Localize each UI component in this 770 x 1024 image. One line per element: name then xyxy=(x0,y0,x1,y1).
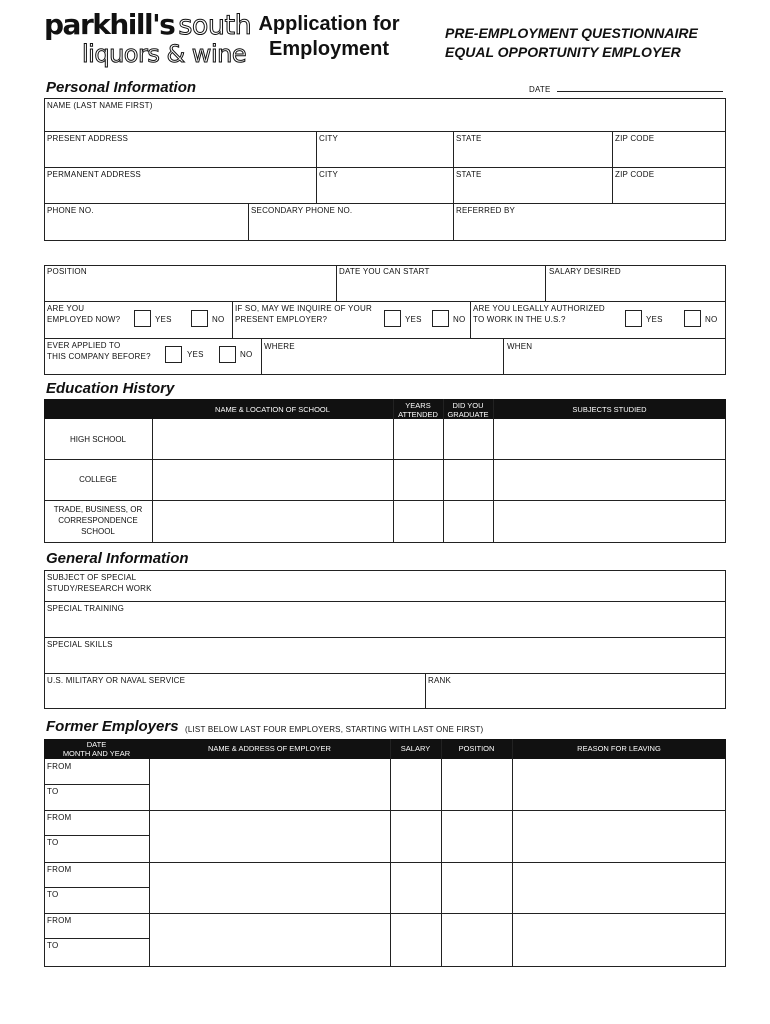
salary-desired-field[interactable]: SALARY DESIRED xyxy=(549,267,621,276)
present-city-field[interactable]: CITY xyxy=(319,134,339,143)
edu-trade-label: TRADE, BUSINESS, OR CORRESPONDENCE SCHOOL xyxy=(53,505,143,536)
authorized-yes-checkbox[interactable] xyxy=(625,310,642,327)
applied-before-label: EVER APPLIED TO THIS COMPANY BEFORE? xyxy=(47,341,151,361)
military-service-field[interactable]: U.S. MILITARY OR NAVAL SERVICE xyxy=(47,676,186,685)
referred-by-field[interactable]: REFERRED BY xyxy=(456,206,516,215)
inquire-yes-checkbox[interactable] xyxy=(384,310,401,327)
logo-word-parkhills: parkhill's xyxy=(44,8,175,41)
former-employers-note: (LIST BELOW LAST FOUR EMPLOYERS, STARTING WITH LAST ONE FIRST) xyxy=(185,725,484,734)
position-field[interactable]: POSITION xyxy=(47,267,87,276)
applied-no-checkbox[interactable] xyxy=(219,346,236,363)
employer-4-to-field[interactable]: TO xyxy=(47,941,59,950)
employer-1-from-field[interactable]: FROM xyxy=(47,762,72,771)
logo-subline: liquors & wine xyxy=(82,40,247,68)
present-address-field[interactable]: PRESENT ADDRESS xyxy=(47,134,129,143)
permanent-zip-field[interactable]: ZIP CODE xyxy=(615,170,655,179)
applied-yes-checkbox[interactable] xyxy=(165,346,182,363)
special-skills-field[interactable]: SPECIAL SKILLS xyxy=(47,640,113,649)
inquire-no-checkbox[interactable] xyxy=(432,310,449,327)
special-training-field[interactable]: SPECIAL TRAINING xyxy=(47,604,124,613)
employed-no-checkbox[interactable] xyxy=(191,310,208,327)
edu-college-label: COLLEGE xyxy=(79,475,117,484)
permanent-state-field[interactable]: STATE xyxy=(456,170,482,179)
page-title: Application for Employment xyxy=(258,13,400,60)
edu-college-name-input[interactable] xyxy=(153,460,392,499)
special-study-field[interactable]: SUBJECT OF SPECIAL STUDY/RESEARCH WORK xyxy=(47,573,152,593)
name-field[interactable]: NAME (LAST NAME FIRST) xyxy=(47,101,153,110)
phone-field[interactable]: PHONE NO. xyxy=(47,206,94,215)
edu-trade-name-input[interactable] xyxy=(153,501,392,542)
date-field[interactable] xyxy=(557,91,723,92)
inquire-employer-label: IF SO, MAY WE INQUIRE OF YOUR PRESENT EMPLOYER? xyxy=(235,304,372,324)
present-zip-field[interactable]: ZIP CODE xyxy=(615,134,655,143)
applied-when-field[interactable]: WHEN xyxy=(507,342,533,351)
employer-1-to-field[interactable]: TO xyxy=(47,787,59,796)
employer-4-from-field[interactable]: FROM xyxy=(47,916,72,925)
employed-yes-checkbox[interactable] xyxy=(134,310,151,327)
edu-high-school-label: HIGH SCHOOL xyxy=(69,435,126,444)
employer-2-from-field[interactable]: FROM xyxy=(47,813,72,822)
edu-high-school-name-input[interactable] xyxy=(153,420,392,458)
present-state-field[interactable]: STATE xyxy=(456,134,482,143)
employer-2-to-field[interactable]: TO xyxy=(47,838,59,847)
authorized-label: ARE YOU LEGALLY AUTHORIZED TO WORK IN THE U.S.? xyxy=(473,304,605,324)
rank-field[interactable]: RANK xyxy=(428,676,452,685)
secondary-phone-field[interactable]: SECONDARY PHONE NO. xyxy=(251,206,353,215)
logo-word-south: south xyxy=(178,10,252,41)
employer-3-from-field[interactable]: FROM xyxy=(47,865,72,874)
page-tagline: PRE-EMPLOYMENT QUESTIONNAIRE EQUAL OPPORTUNITY EMPLOYER xyxy=(445,25,698,60)
company-logo xyxy=(44,6,252,76)
former-employers-heading: Former Employers xyxy=(46,718,179,735)
date-start-field[interactable]: DATE YOU CAN START xyxy=(339,267,430,276)
applied-where-field[interactable]: WHERE xyxy=(264,342,295,351)
employers-table xyxy=(44,759,726,967)
permanent-address-field[interactable]: PERMANENT ADDRESS xyxy=(47,170,141,179)
authorized-no-checkbox[interactable] xyxy=(684,310,701,327)
personal-info-heading: Personal Information xyxy=(46,79,197,96)
employer-3-to-field[interactable]: TO xyxy=(47,890,59,899)
employed-now-label: ARE YOU EMPLOYED NOW? xyxy=(47,304,121,324)
date-label: DATE xyxy=(529,85,551,94)
education-heading: Education History xyxy=(46,380,175,397)
permanent-city-field[interactable]: CITY xyxy=(319,170,339,179)
general-info-heading: General Information xyxy=(46,550,189,567)
